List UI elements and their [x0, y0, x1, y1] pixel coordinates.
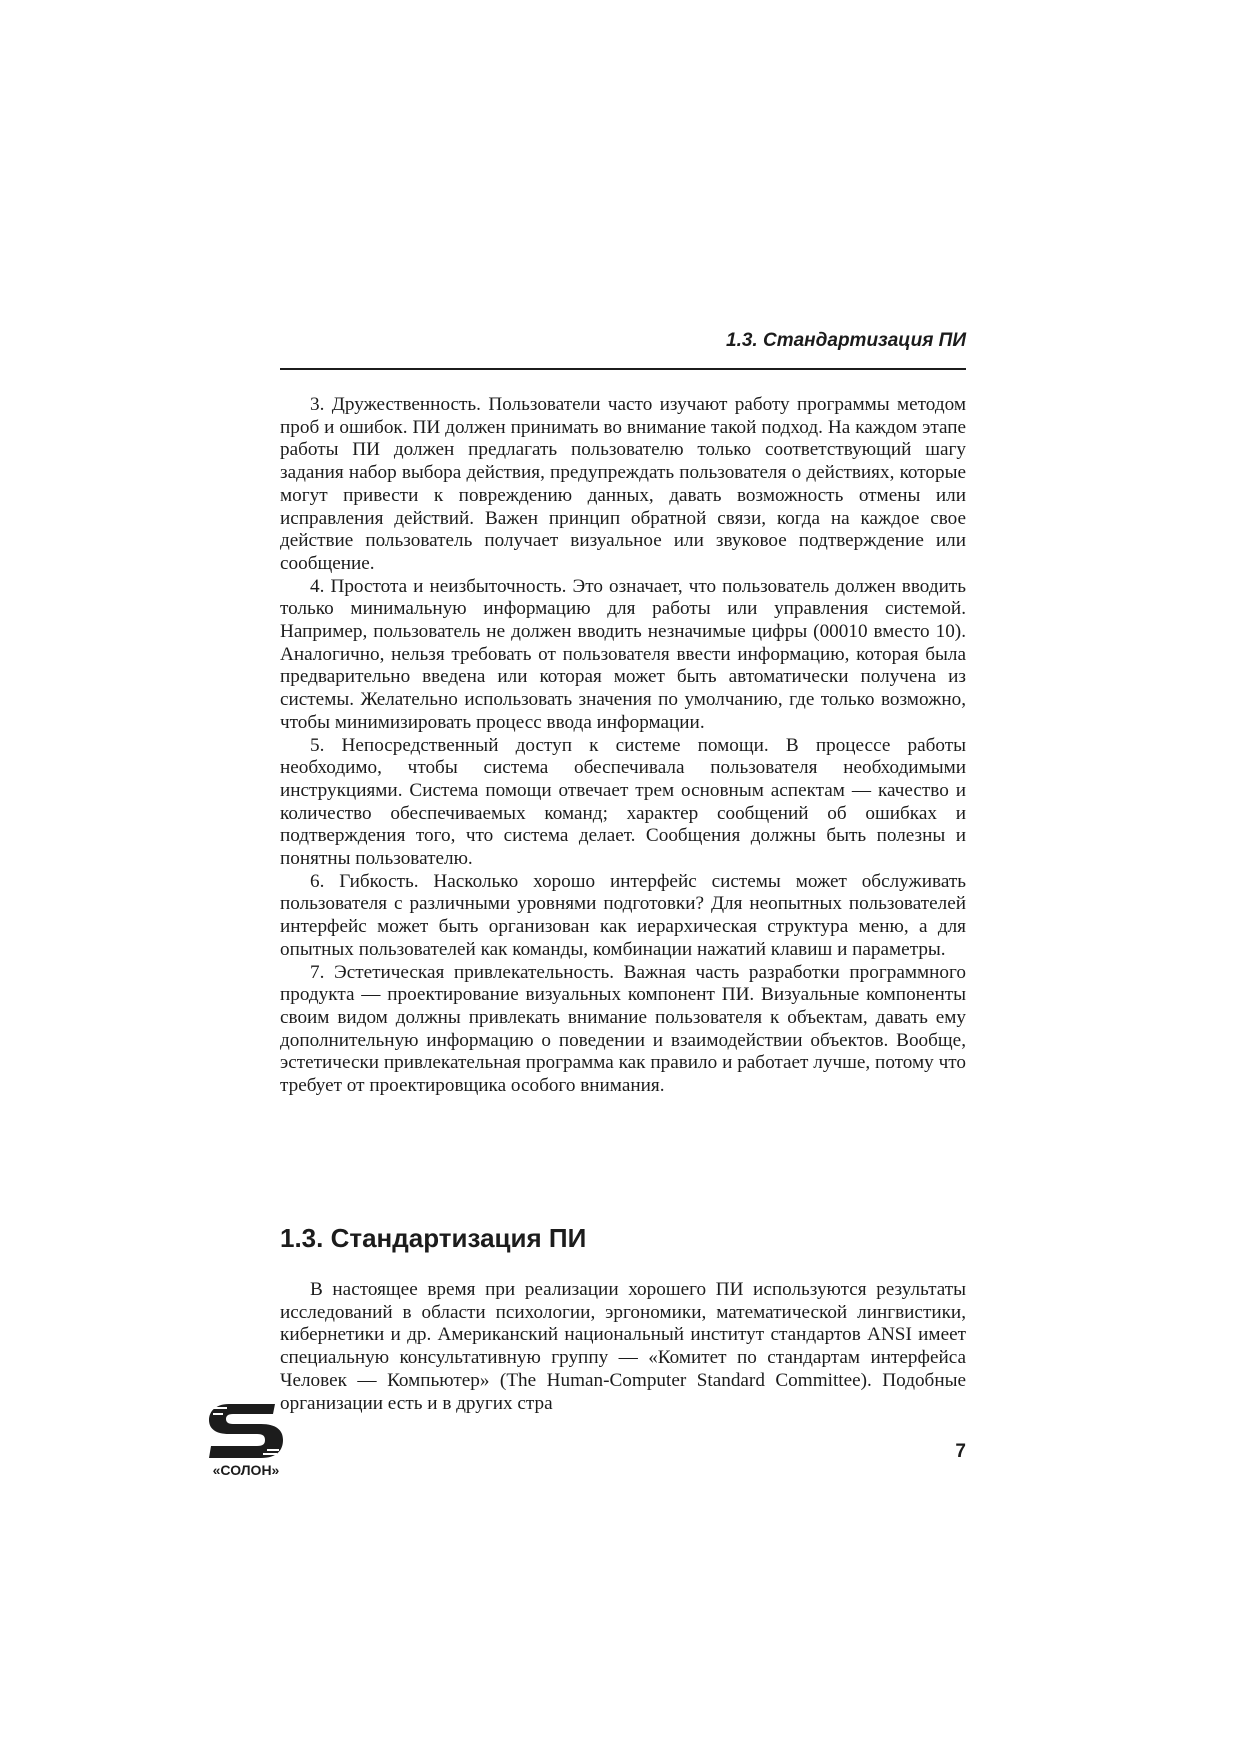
page-number: 7 [955, 1441, 966, 1462]
section-text [280, 1279, 966, 1415]
section-paragraph: В настоящее время при реализации хорошего ПИ используются результаты исследований в области психологии, эргономики, математической лингвистики, кибернетики и др. Американский национальный институт стандартов ANSI имеет специальную консультативную группу — «Комитет по стандартам интерфейса Человек — Компьютер» (The Human-Computer Standard Committee). Подобные организации есть и в других стра [280, 1279, 966, 1414]
publisher-logo-icon [205, 1400, 287, 1492]
header-rule [280, 368, 966, 370]
paragraph-help-access: 5. Непосредственный доступ к системе помощи. В процессе работы необходимо, чтобы система обеспечивала пользователя необходимыми инструкциями. Система помощи отвечает трем основным аспектам — качество и количество обеспечиваемых команд; характер сообщений об ошибках и подтверждения того, что система делает. Сообщения должны быть полезны и понятны пользователю. [280, 734, 966, 870]
publisher-name: «СОЛОН» [212, 1462, 280, 1478]
paragraph-aesthetics: 7. Эстетическая привлекательность. Важная часть разработки программного продукта — проектирование визуальных компонент ПИ. Визуальные компоненты своим видом должны привлекать внимание пользователя к объектам, давать ему дополнительную информацию о поведении и взаимодействии объектов. Вообще, эстетически привлекательная программа как правило и работает лучше, потому что требует от проектировщика особого внимания. [280, 961, 966, 1097]
paragraph-friendliness: 3. Дружественность. Пользователи часто изучают работу программы методом проб и ошибок. ПИ должен принимать во внимание такой подход. На каждом этапе работы ПИ должен предлагать пользователю только соответствующий шагу задания набор выбора действия, предупреждать пользователя о действиях, которые могут привести к повреждению данных, давать возможность отмены или исправления действий. Важен принцип обратной связи, когда на каждое свое действие пользователь получает визуальное или звуковое подтверждение или сообщение. [280, 394, 966, 574]
paragraph-simplicity: 4. Простота и неизбыточность. Это означает, что пользователь должен вводить только минимальную информацию для работы или управления системой. Например, пользователь не должен вводить незначимые цифры (00010 вместо 10). Аналогично, нельзя требовать от пользователя ввести информацию, которая была предварительно введена или которая может быть автоматически получена из системы. Желательно использовать значения по умолчанию, где только возможно, чтобы минимизировать процесс ввода информации. [280, 575, 966, 733]
paragraph-flexibility: 6. Гибкость. Насколько хорошо интерфейс системы может обслуживать пользователя с различными уровнями подготовки? Для неопытных пользователей интерфейс может быть организован как иерархическая структура меню, а для опытных пользователей как команды, комбинации нажатий клавиш и параметры. [280, 870, 966, 960]
section-heading: 1.3. Стандартизация ПИ [280, 1223, 587, 1253]
running-title: 1.3. Стандартизация ПИ [726, 330, 966, 351]
body-text [280, 394, 966, 1098]
